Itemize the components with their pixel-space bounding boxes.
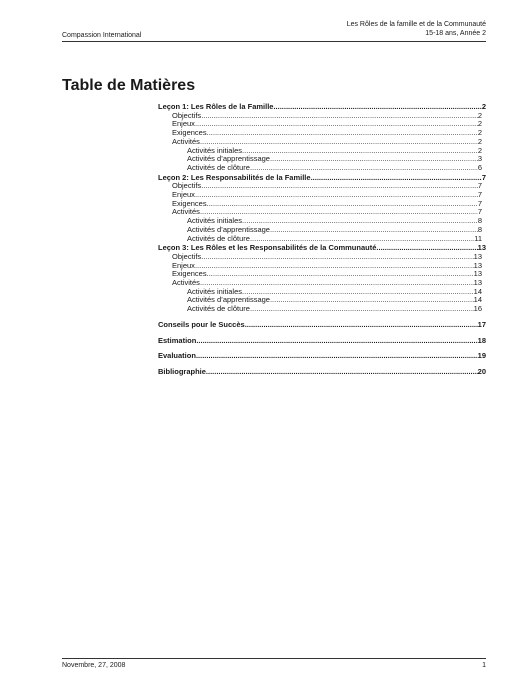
toc-entry-page: 16 [473,304,482,314]
table-of-contents [158,102,486,377]
toc-entry-page: 2 [477,128,482,138]
toc-leader-dots [250,305,474,314]
header-organization: Compassion International [62,32,142,39]
toc-leader-dots [250,164,478,173]
toc-leader-dots [250,235,474,244]
toc-entry-label: Objectifs [172,110,202,120]
header-age-group: 15-18 ans, Année 2 [425,30,486,37]
toc-leader-dots [206,368,478,377]
toc-entry-page: 7 [477,190,482,200]
toc-entry-level-1[interactable] [158,103,486,112]
toc-entry-label: Leçon 1: Les Rôles de la Famille [158,102,274,111]
toc-leader-dots [201,253,473,262]
footer-rule [62,658,486,659]
toc-entry-page: 2 [481,102,486,111]
toc-entry-page: 7 [481,172,486,182]
toc-entry-page: 3 [477,154,482,164]
toc-entry-label: Objectifs [172,251,202,261]
toc-entry-page: 2 [477,119,482,129]
toc-entry-label: Activités de clôture [187,304,250,314]
toc-entry-label: Exigences [172,269,207,279]
toc-entry-page: 13 [473,269,482,279]
toc-entry-level-1[interactable] [158,244,486,253]
toc-entry-level-1[interactable] [158,352,486,361]
toc-leader-dots [207,129,478,138]
toc-entry-label: Activités [172,278,200,288]
toc-entry-level-2[interactable] [158,200,482,209]
toc-leader-dots [201,112,478,121]
toc-entry-label: Activités [172,207,200,217]
toc-entry-level-1[interactable] [158,368,486,377]
toc-entry-page: 7 [477,198,482,208]
toc-entry-page: 17 [477,319,486,329]
toc-leader-dots [270,226,478,235]
toc-entry-label: Activités de clôture [187,233,250,243]
toc-leader-dots [311,174,482,183]
toc-entry-page: 13 [473,278,482,288]
toc-entry-level-2[interactable] [158,129,482,138]
toc-entry-page: 19 [477,351,486,361]
toc-entry-label: Enjeux [172,119,195,129]
toc-entry-page: 13 [477,243,486,253]
toc-leader-dots [273,103,481,112]
toc-entry-level-3[interactable] [158,164,482,173]
header-document-info [347,20,486,38]
toc-entry-label: Exigences [172,128,207,138]
toc-entry-page: 13 [473,260,482,270]
toc-leader-dots [196,352,478,361]
toc-entry-page: 13 [473,251,482,261]
toc-entry-label: Activités initiales [187,216,243,226]
header-rule [62,41,486,42]
toc-entry-label: Bibliographie [158,366,206,376]
toc-entry-label: Activités d’apprentissage [187,295,270,305]
toc-entry-label: Leçon 2: Les Responsabilités de la Famille [158,172,311,182]
toc-entry-level-1[interactable] [158,337,486,346]
toc-entry-page: 6 [477,162,482,172]
toc-entry-label: Activités d’apprentissage [187,154,270,164]
toc-entry-level-1[interactable] [158,174,486,183]
toc-entry-level-3[interactable] [158,305,482,314]
toc-leader-dots [245,321,478,330]
toc-entry-page: 11 [474,233,482,243]
toc-spacer [158,330,486,336]
toc-entry-level-3[interactable] [158,235,482,244]
toc-entry-page: 18 [477,335,486,345]
toc-leader-dots [270,155,478,164]
toc-leader-dots [207,270,474,279]
toc-entry-level-1[interactable] [158,321,486,330]
toc-spacer [158,345,486,351]
toc-entry-page: 20 [477,366,486,376]
toc-leader-dots [376,244,477,253]
toc-leader-dots [195,120,478,129]
toc-entry-page: 14 [473,295,482,305]
toc-entry-label: Activités initiales [187,286,243,296]
toc-leader-dots [242,217,478,226]
toc-leader-dots [242,288,474,297]
toc-entry-label: Activités initiales [187,145,243,155]
toc-spacer [158,314,486,320]
toc-entry-label: Enjeux [172,260,195,270]
toc-entry-label: Estimation [158,335,197,345]
toc-leader-dots [201,182,478,191]
toc-entry-label: Enjeux [172,190,195,200]
toc-entry-level-2[interactable] [158,270,482,279]
toc-entry-level-2[interactable] [158,112,482,121]
toc-entry-level-2[interactable] [158,253,482,262]
toc-entry-page: 7 [477,181,482,191]
toc-entry-label: Activités de clôture [187,162,250,172]
toc-leader-dots [196,337,477,346]
toc-entry-page: 8 [477,216,482,226]
toc-entry-label: Activités [172,136,200,146]
page-title: Table de Matières [62,77,196,94]
footer-page-number: 1 [482,662,486,669]
toc-entry-page: 2 [477,136,482,146]
toc-spacer [158,361,486,367]
toc-entry-label: Evaluation [158,351,196,361]
header-document-title: Les Rôles de la famille et de la Communauté [346,21,486,28]
toc-leader-dots [207,200,478,209]
toc-entry-label: Objectifs [172,181,202,191]
toc-entry-label: Conseils pour le Succès [158,319,245,329]
footer-date: Novembre, 27, 2008 [62,662,126,669]
toc-entry-label: Leçon 3: Les Rôles et les Responsabilités de la Communauté [158,243,377,253]
toc-entry-page: 8 [477,224,482,234]
toc-leader-dots [195,262,474,271]
toc-entry-label: Activités d’apprentissage [187,224,270,234]
toc-entry-page: 2 [477,110,482,120]
toc-leader-dots [270,296,474,305]
toc-leader-dots [195,191,478,200]
toc-entry-page: 2 [477,145,482,155]
toc-entry-label: Exigences [172,198,207,208]
toc-entry-level-2[interactable] [158,182,482,191]
toc-entry-page: 7 [477,207,482,217]
toc-entry-page: 14 [473,286,482,296]
toc-leader-dots [242,147,478,156]
